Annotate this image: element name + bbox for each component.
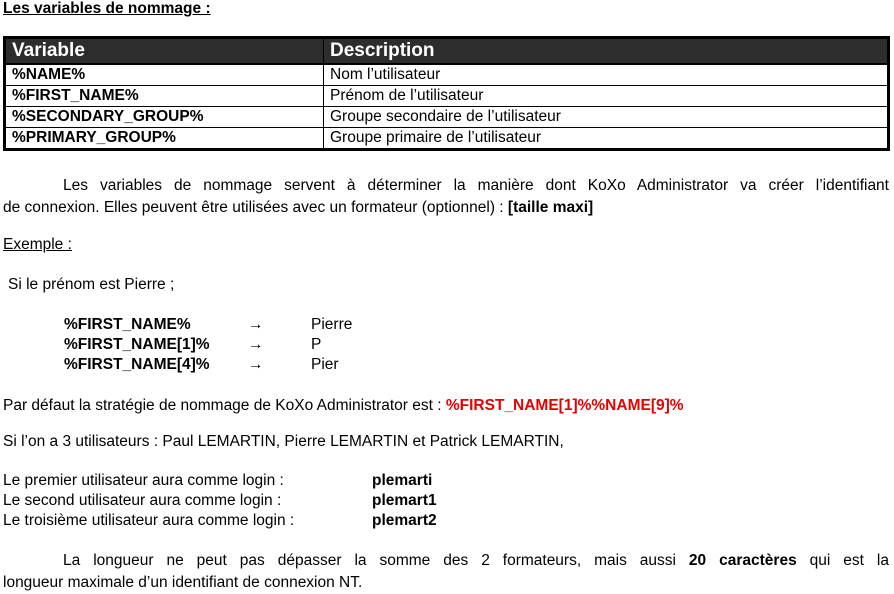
default-strategy-text: Par défaut la stratégie de nommage de KoXo Administrator est : <box>3 397 446 414</box>
default-strategy-line <box>3 397 684 415</box>
login-value: plemarti <box>372 472 433 489</box>
intro-paragraph <box>3 175 889 219</box>
intro-line-1: Les variables de nommage servent à déterminer la manière dont KoXo Administrator va créer l’identifiant <box>63 177 889 194</box>
arrow-icon: → <box>248 316 264 333</box>
conclusion-part-1: La longueur ne peut pas dépasser la somme des 2 formateurs, mais aussi <box>63 552 689 569</box>
default-strategy-value: %FIRST_NAME[1]%%NAME[9]% <box>445 397 684 414</box>
variable-cell: %NAME% <box>5 64 324 86</box>
section-heading: Les variables de nommage : <box>3 0 211 17</box>
column-header-variable: Variable <box>5 38 324 65</box>
login-label: Le premier utilisateur aura comme login : <box>3 472 284 489</box>
column-header-description: Description <box>324 38 889 65</box>
example-variable: %FIRST_NAME[4]% <box>64 356 210 373</box>
variable-cell: %PRIMARY_GROUP% <box>5 128 324 150</box>
table-row <box>5 107 889 128</box>
example-label: Exemple : <box>3 236 72 253</box>
table-row <box>5 86 889 107</box>
login-value: plemart2 <box>372 512 437 529</box>
description-cell: Groupe primaire de l’utilisateur <box>324 128 889 150</box>
intro-line-2: de connexion. Elles peuvent être utilisées avec un formateur (optionnel) : <box>3 199 508 216</box>
example-variable: %FIRST_NAME[1]% <box>64 336 210 353</box>
table-row <box>5 64 889 86</box>
conclusion-part-2: qui est la <box>796 552 889 569</box>
example-variable: %FIRST_NAME% <box>64 316 191 333</box>
table-header-row <box>5 38 889 65</box>
conclusion-paragraph <box>3 550 889 594</box>
users-sentence: Si l’on a 3 utilisateurs : Paul LEMARTIN, Pierre LEMARTIN et Patrick LEMARTIN, <box>3 433 564 450</box>
conclusion-bold: 20 caractères <box>688 552 797 569</box>
example-result: Pierre <box>311 316 353 333</box>
variables-table <box>3 36 890 151</box>
example-result: P <box>311 336 322 353</box>
variable-cell: %SECONDARY_GROUP% <box>5 107 324 128</box>
login-label: Le second utilisateur aura comme login : <box>3 492 282 509</box>
example-result: Pier <box>311 356 339 373</box>
intro-formatter: [taille maxi] <box>507 199 594 216</box>
conclusion-line-2: longueur maximale d’un identifiant de connexion NT. <box>3 574 363 591</box>
arrow-icon: → <box>248 356 264 373</box>
description-cell: Groupe secondaire de l’utilisateur <box>324 107 889 128</box>
arrow-icon: → <box>248 336 264 353</box>
table-row <box>5 128 889 150</box>
description-cell: Nom l’utilisateur <box>324 64 889 86</box>
login-label: Le troisième utilisateur aura comme login : <box>3 512 295 529</box>
login-value: plemart1 <box>372 492 437 509</box>
description-cell: Prénom de l’utilisateur <box>324 86 889 107</box>
variable-cell: %FIRST_NAME% <box>5 86 324 107</box>
example-intro: Si le prénom est Pierre ; <box>8 276 175 293</box>
